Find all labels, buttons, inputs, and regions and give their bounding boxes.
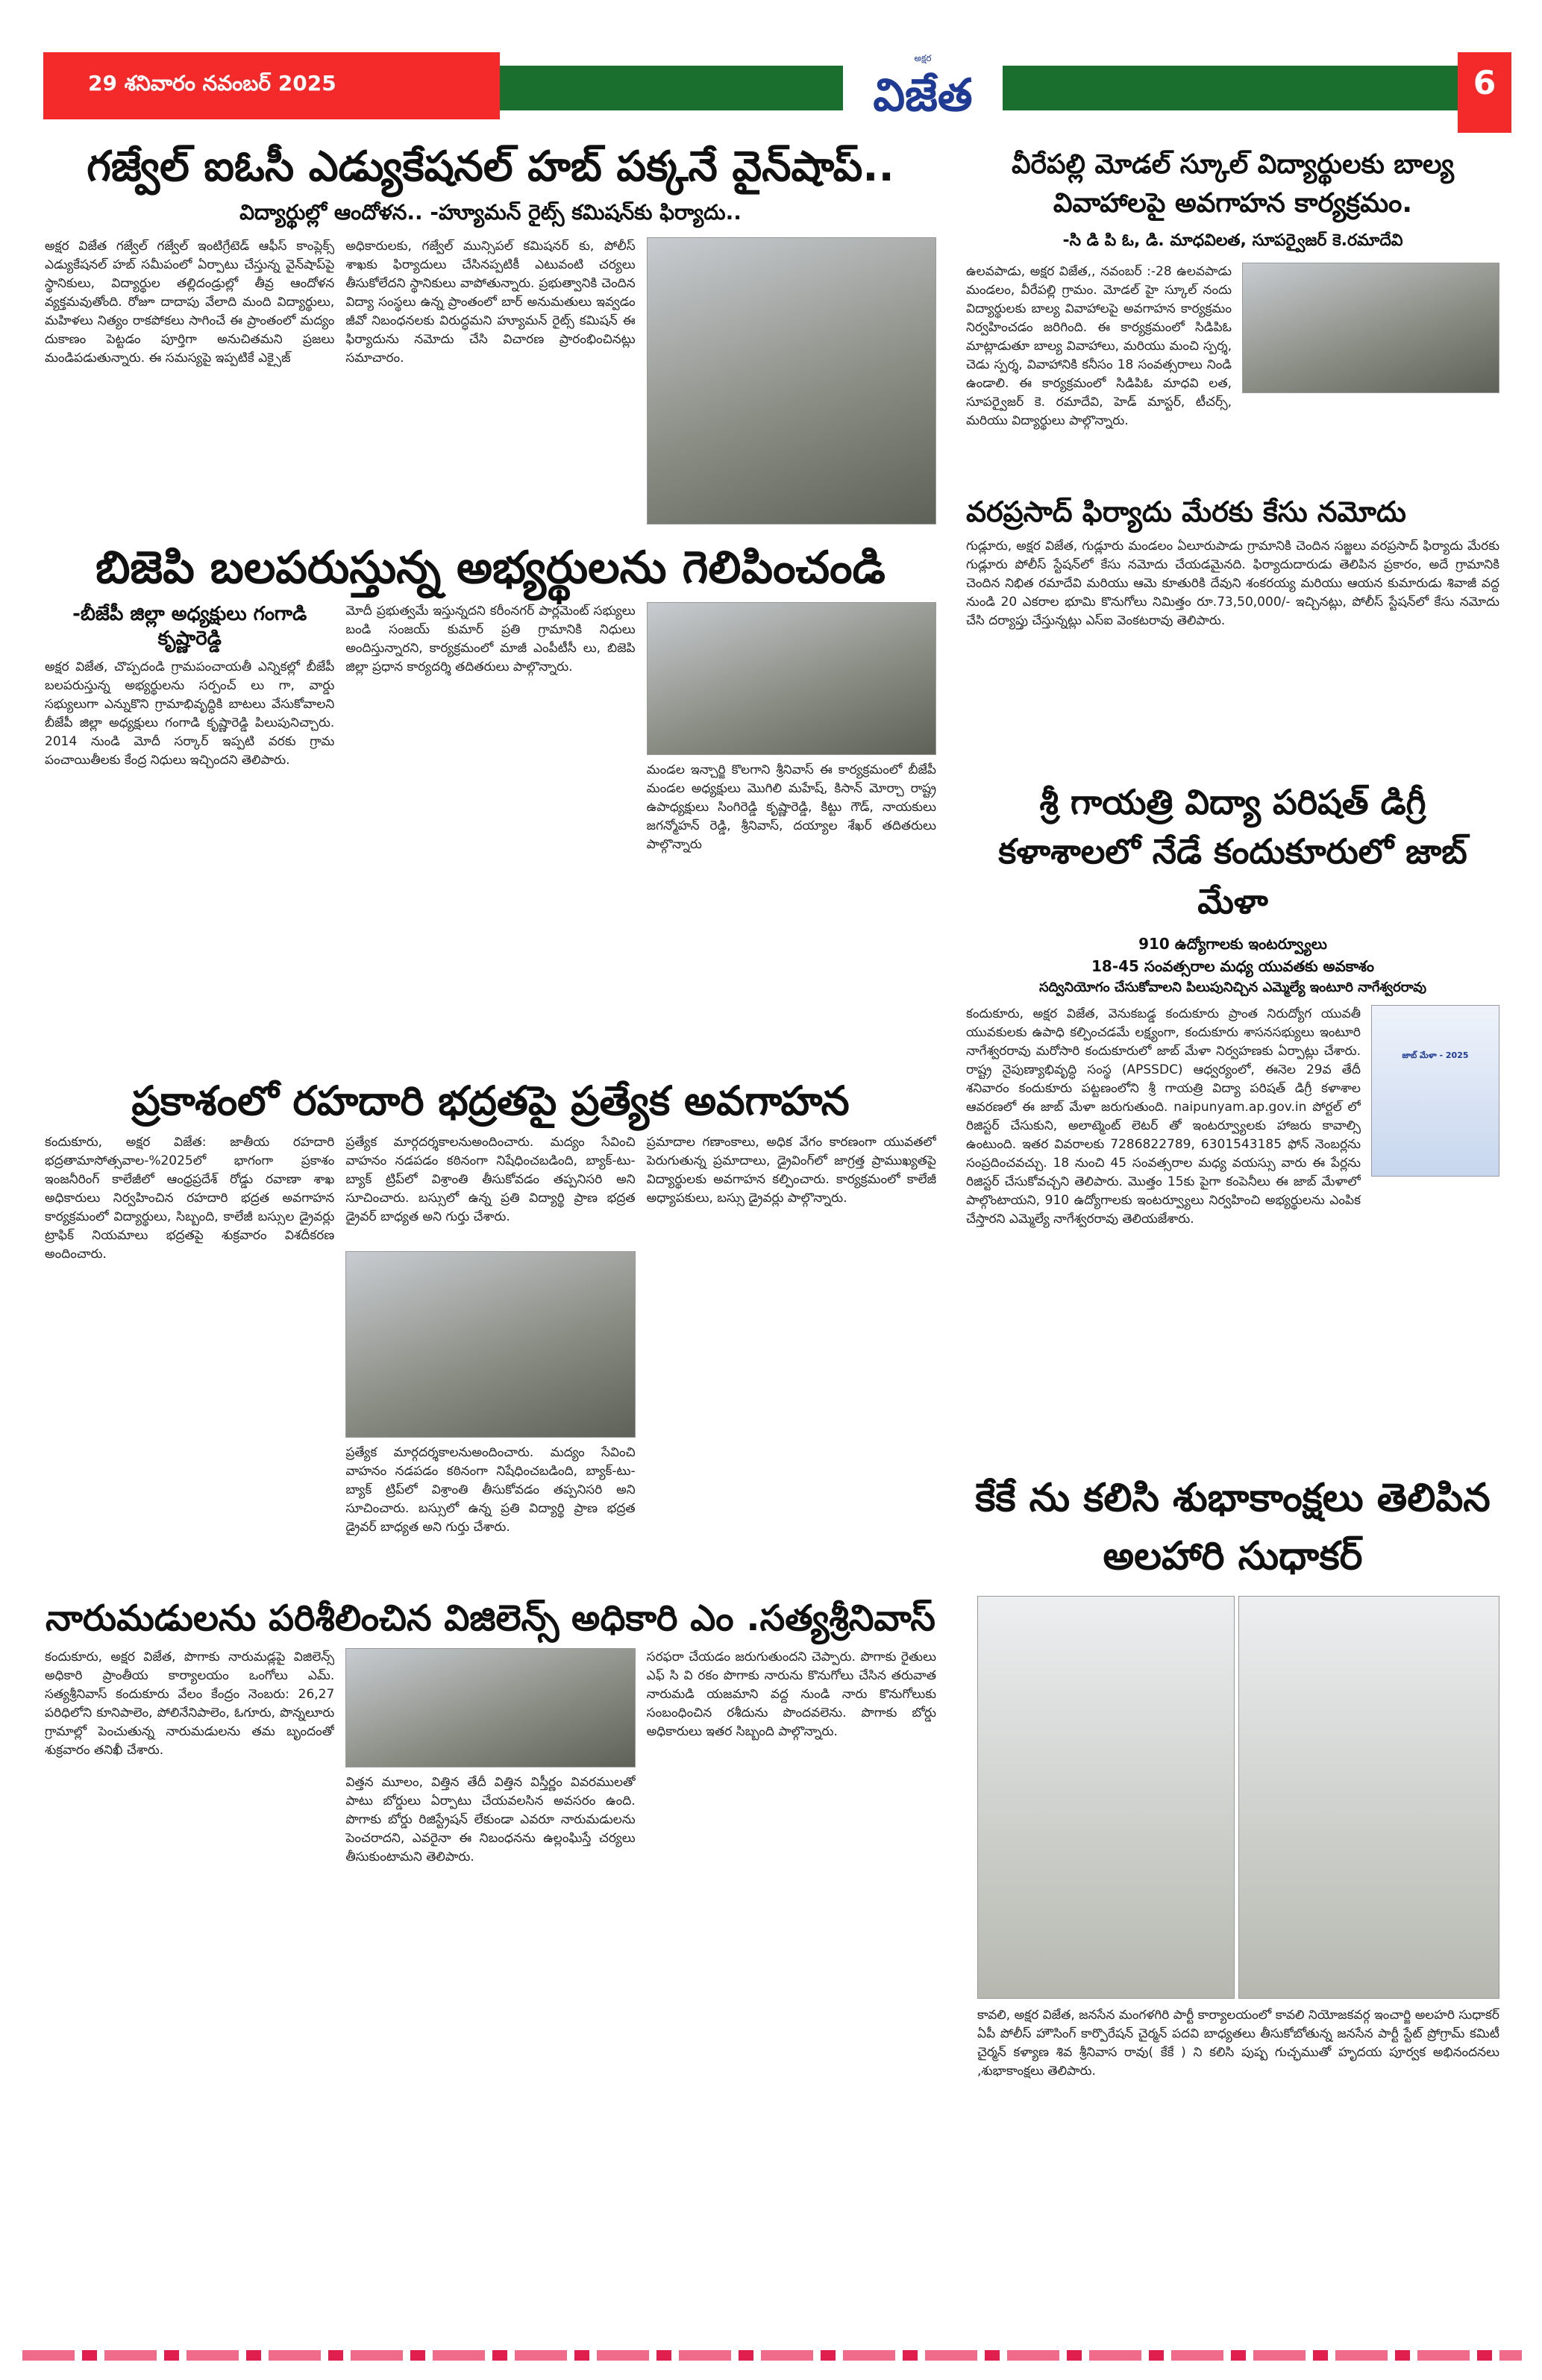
article-body: ప్రమాదాల గణాంకాలు, అధిక వేగం కారణంగా యువతలో పెరుగుతున్న ప్రమాదాలు, డ్రైవింగ్‌లో జాగ్రత్త ప్రాముఖ్యతపై విద్యార్థులకు అవగాహన కల్పించారు. కార్యక్రమంలో కాలేజీ అధ్యాపకులు, బస్సు డ్రైవర్లు పాల్గొన్నారు. — [646, 1134, 936, 1206]
article-job-mela — [966, 777, 1499, 1453]
headline-vigilance: నారుమడులను పరిశీలించిన విజిలెన్స్ అధికారి ఎం .సత్యశ్రీనివాస్ — [46, 1597, 935, 1639]
article-photo — [647, 237, 936, 524]
job-mela-subhead: 910 ఉద్యోగాలకు ఇంటర్వ్యూలు — [1138, 934, 1327, 953]
article-body: ప్రత్యేక మార్గదర్శకాలనుఅందించారు. మద్యం సేవించి వాహనం నడపడం కఠినంగా నిషేధించబడింది, బ్యాక్-టు-బ్యాక్ ట్రిప్‌లో విశ్రాంతి తీసుకోవడం తప్పనిసరి అని సూచించారు. బస్సులో ఉన్న ప్రతి విద్యార్థి ప్రాణ భద్రత డ్రైవర్ బాధ్యత అని గుర్తు చేశారు. — [345, 1134, 636, 1224]
article-photo — [647, 602, 936, 755]
headline-child-marriage: వీరేపల్లి మోడల్ స్కూల్ విద్యార్థులకు బాల్య వివాహాలపై అవగాహన కార్యక్రమం. — [1011, 149, 1454, 219]
job-mela-subhead: సద్వినియోగం చేసుకోవాలని పిలుపునిచ్చిన ఎమ్మెల్యే ఇంటూరి నాగేశ్వరరావు — [1038, 979, 1427, 995]
article-body: కందుకూరు, అక్షర విజేత, పొగాకు నారుమడ్లపై విజిలెన్స్ అధికారి ప్రాంతీయ కార్యాలయం ఒంగోలు ఎమ్. సత్యశ్రీనివాస్ కందుకూరు వేలం కేంద్రం నెంబరు: 26,27 పరిధిలోని కూనిపాలెం, పోలినేనిపాలెం, ఓగూరు, పొన్నలూరు గ్రామాల్లో పెంచుతున్న నారుమడులను తమ బృందంతో శుక్రవారం తనిఖీ చేశారు. — [45, 1649, 335, 1758]
headline-bjp: బిజెపి బలపరుస్తున్న అభ్యర్థులను గెలిపించండి — [95, 541, 886, 594]
job-mela-poster — [1371, 1005, 1499, 1177]
headline-wineshop: గజ్వేల్ ఐఓసీ ఎడ్యుకేషనల్ హబ్ పక్కనే వైన్‌షాప్.. — [87, 143, 894, 191]
green-band-right — [1003, 66, 1458, 110]
subhead-child-marriage: -సి డి పి ఓ, డి. మాధవిలత, సూపర్వైజర్ కె.రమాదేవి — [1062, 231, 1403, 251]
article-alahari — [966, 1469, 1499, 2118]
subhead-bjp: -బీజేపీ జిల్లా అధ్యక్షులు గంగాడి కృష్ణారెడ్డి — [72, 602, 307, 651]
masthead — [0, 0, 1542, 134]
article-body: గుడ్లూరు, అక్షర విజేత, గుడ్లూరు మండలం ఏలూరుపాడు గ్రామానికి చెందిన సజ్జలు వరప్రసాద్ ఫిర్యాదు మేరకు గుడ్లూరు పోలీస్ స్టేషన్‌లో కేసు నమోదు చేయడమైనది. ఫిర్యాదుదారుడు తెలిపిన ప్రకారం, అదే గ్రామానికి చెందిన నిభిత రమాదేవి మరియు ఆమె కూతురికి దేవుని శంకరయ్య మరియు ఆయన కుమారుడు శివాజీ వద్ద నుండి 20 ఎకరాల భూమి కొనుగోలు నిమిత్తం రూ.73,50,000/- ఇచ్చినట్లు, పోలీస్ స్టేషన్‌లో కేసు నమోదు చేసి దర్యాప్తు చేస్తున్నట్లు ఎస్ఐ వెంకటరావు తెలిపారు. — [966, 538, 1499, 628]
article-body: కందుకూరు, అక్షర విజేత, వెనుకబడ్డ కందుకూరు ప్రాంత నిరుద్యోగ యువతీ యువకులకు ఉపాధి కల్పించడమే లక్ష్యంగా, కందుకూరు శాసనసభ్యులు ఇంటూరి నాగేశ్వరరావు మరోసారి కందుకూరులో జాబ్ మేళా నిర్వహణకు ఏర్పాట్లు చేశారు. రాష్ట్ర నైపుణ్యాభివృద్ధి సంస్థ (APSSDC) ఆధ్వర్యంలో, ఈనెల 29వ తేదీ శనివారం కందుకూరు పట్టణంలోని శ్రీ గాయత్రి విద్యా పరిషత్ డిగ్రీ కళాశాల ఆవరణలో ఈ జాబ్ మేళా జరుగుతుంది. naipunyam.ap.gov.in పోర్టల్ లో రిజిస్టర్ చేసుకుని, అలాట్మెంట్ లెటర్ తో ఇంటర్వ్యూలకు హాజరు కావాల్సి ఉంటుంది. ఇతర వివరాలకు 7286822789, 6301543185 ఫోన్ నెంబర్లను సంప్రదించవచ్చు. 18 నుంచి 45 సంవత్సరాల మధ్య వయస్సు వారు ఈ పేర్లను రిజిస్టర్ చేసుకోవచ్చని తెలిపారు. మొత్తం 15కు పైగా కంపెనీలు ఈ జాబ్ మేళాలో పాల్గొంటాయని, 910 ఉద్యోగాలకు ఇంటర్వ్యూలు నిర్వహించి అభ్యర్థులను ఎంపిక చేస్తారని ఎమ్మెల్యే నాగేశ్వరరావు తెలియజేశారు. — [966, 1006, 1361, 1227]
article-body: అక్షర విజేత, చొప్పదండి గ్రామపంచాయతీ ఎన్నికల్లో బీజేపీ బలపరుస్తున్న అభ్యర్థులను సర్పంచ్ లు గా, వార్డు సభ్యులుగా ఎన్నుకొని గ్రామాభివృద్ధికి బాటలు వేసుకోవాలని బీజేపీ జిల్లా అధ్యక్షులు గంగాడి కృష్ణారెడ్డి పిలుపునిచ్చారు. 2014 నుండి మోదీ సర్కార్ ఇప్పటి వరకు గ్రామ పంచాయితీలకు కేంద్ర నిధులు ఇచ్చిందని తెలిపారు. — [45, 660, 335, 768]
article-child-marriage — [966, 145, 1499, 479]
date-text: 29 శనివారం నవంబర్ 2025 — [88, 71, 336, 95]
page-number: 6 — [1473, 64, 1496, 102]
article-body: విత్తన మూలం, విత్తిన తేదీ విత్తిన విస్తీర్ణం వివరములతో పాటు బోర్డులు ఏర్పాటు చేయవలసిన అవసరం ఉంది. పొగాకు బోర్డు రిజిస్ట్రేషన్ లేకుండా ఎవరూ నారుమడులను పెంచరాదని, ఎవరైనా ఈ నిబంధనను ఉల్లంఘిస్తే చర్యలు తీసుకుంటామని తెలిపారు. — [345, 1774, 636, 1864]
article-vigilance — [45, 1597, 936, 2114]
headline-case-filed: వరప్రసాద్ ఫిర్యాదు మేరకు కేసు నమోదు — [966, 495, 1406, 528]
article-bjp — [45, 541, 936, 1062]
article-photo — [345, 1648, 635, 1767]
article-case-filed — [966, 495, 1499, 761]
footer-decor-bar — [22, 2350, 1522, 2361]
subhead-wineshop: విద్యార్థుల్లో ఆందోళన.. -హ్యూమన్ రైట్స్ కమిషన్‌కు ఫిర్యాదు.. — [239, 200, 742, 225]
job-mela-subhead: 18-45 సంవత్సరాల మధ్య యువతకు అవకాశం — [1091, 956, 1374, 975]
headline-job-mela: శ్రీ గాయత్రి విద్యా పరిషత్ డిగ్రీ కళాశాలలో నేడే కందుకూరులో జాబ్ మేళా — [998, 781, 1467, 921]
headline-road-safety: ప్రకాశంలో రహదారి భద్రతపై ప్రత్యేక అవగాహన — [131, 1077, 850, 1125]
photo-caption: కావలి, అక్షర విజేత, జనసేన మంగళగిరి పార్టీ కార్యాలయంలో కావలి నియోజకవర్గ ఇంచార్జి అలహరి సుధాకర్ ఏపీ పోలీస్ హౌసింగ్ కార్పొరేషన్ చైర్మన్ పదవి బాధ్యతలు తీసుకోబోతున్న జనసేన పార్టీ స్టేట్ ప్రోగ్రామ్ కమిటీ చైర్మన్ కళ్యాణ శివ శ్రీనివాస రావు( కేకే ) ని కలిసి పుష్ప గుచ్ఛముతో హృదయ పూర్వక అభినందనలు ,శుభాకాంక్షలు తెలిపారు. — [977, 2008, 1499, 2079]
logo-prefix: అక్షర — [914, 53, 932, 63]
date-banner — [43, 52, 500, 119]
article-body: మండల ఇన్చార్జి కొలగాని శ్రీనివాస్ ఈ కార్యక్రమంలో బీజేపీ మండల అధ్యక్షులు మొగిలి మహేష్, కిసాన్ మోర్చా రాష్ట్ర ఉపాధ్యక్షులు సింగిరెడ్డి కృష్ణారెడ్డి, కిట్టు గౌడ్, నాయకులు జగన్మోహన్ రెడ్డి, శ్రీనివాస్, దయ్యాల శేఖర్ తదితరులు పాల్గొన్నారు — [646, 762, 936, 852]
article-photo — [1238, 1596, 1499, 1999]
article-body: మోదీ ప్రభుత్వమే ఇస్తున్నదని కరీంనగర్ పార్లమెంట్ సభ్యులు బండి సంజయ్ కుమార్ ప్రతి గ్రామానికి నిధులు అందిస్తున్నారని, కార్యక్రమంలో మాజీ ఎంపీటీసీ లు, బిజెపి జిల్లా ప్రధాన కార్యదర్శి తదితరులు పాల్గొన్నారు. — [345, 603, 636, 674]
article-wineshop — [45, 142, 936, 524]
right-column — [966, 145, 1499, 2118]
headline-alahari: కేకే ను కలిసి శుభాకాంక్షలు తెలిపిన అలహారి సుధాకర్ — [975, 1476, 1491, 1579]
paper-logo — [843, 45, 1003, 133]
article-body: అధికారులకు, గజ్వేల్ మున్సిపల్ కమిషనర్ కు, పోలీస్ శాఖకు ఫిర్యాదులు చేసినప్పటికీ ఎటువంటి చర్యలు తీసుకోలేదని స్థానికులు వాపోతున్నారు. ప్రభుత్వానికి చెందిన విద్యా సంస్థలు ఉన్న ప్రాంతంలో బార్ అనుమతులు ఇవ్వడం జీవో నిబంధనలకు విరుద్ధమని హ్యూమన్ రైట్స్ కమిషన్ ఈ ఫిర్యాదును నమోదు చేసి విచారణ ప్రారంభించినట్లు సమాచారం. — [345, 238, 636, 366]
logo-title: విజేత — [873, 69, 973, 122]
article-road-safety — [45, 1077, 936, 1581]
article-photo — [345, 1251, 635, 1438]
article-body: ప్రత్యేక మార్గదర్శకాలనుఅందించారు. మద్యం సేవించి వాహనం నడపడం కఠినంగా నిషేధించబడింది, బ్యాక్-టు-బ్యాక్ ట్రిప్‌లో విశ్రాంతి తీసుకోవడం తప్పనిసరి అని సూచించారు. బస్సులో ఉన్న ప్రతి విద్యార్థి ప్రాణ భద్రత డ్రైవర్ బాధ్యత అని గుర్తు చేశారు. — [345, 1444, 636, 1535]
article-body: అక్షర విజేత గజ్వేల్ గజ్వేల్ ఇంటిగ్రేటెడ్ ఆఫీస్ కాంప్లెక్స్ ఎడ్యుకేషనల్ హబ్ సమీపంలో ఏర్పాటు చేస్తున్న వైన్‌షాప్‌పై స్థానికులు, విద్యార్థుల తల్లిదండ్రుల్లో తీవ్ర ఆందోళన వ్యక్తమవుతోంది. రోజూ దాదాపు వేలాది మంది విద్యార్థులు, మహిళలు నిత్యం రాకపోకలు సాగించే ఈ ప్రాంతంలో మద్యం దుకాణం పెట్టడం పూర్తిగా అనుచితమని ప్రజలు మండిపడుతున్నారు. ఈ సమస్యపై ఇప్పటికే ఎక్సైజ్ — [45, 238, 335, 366]
left-column — [45, 142, 936, 2131]
article-body: ఉలవపాడు, అక్షర విజేత,, నవంబర్ :-28 ఉలవపాడు మండలం, వీరేపల్లి గ్రామం. మోడల్ హై స్కూల్ నందు విద్యార్థులకు బాల్య వివాహాలపై అవగాహన కార్యక్రమం నిర్వహించడం జరిగింది. ఈ కార్యక్రమంలో సిడిపిఓ మాట్లాడుతూ బాల్య వివాహాలు, మరియు మంచి స్పర్శ, చెడు స్పర్శ, వివాహానికి కనీసం 18 సంవత్సరాలు నిండి ఉండాలి. ఈ కార్యక్రమంలో సిడిపిఓ మాధవి లత, సూపర్వైజర్ కె. రమాదేవి, హెడ్ మాస్టర్, టీచర్స్, మరియు విద్యార్థులు పాల్గొన్నారు. — [966, 263, 1232, 428]
green-band-left — [500, 66, 843, 110]
article-photo — [977, 1596, 1235, 1999]
poster-title: జాబ్ మేళా - 2025 — [1402, 1050, 1469, 1061]
article-body: సరఫరా చేయడం జరుగుతుందని చెప్పారు. పొగాకు రైతులు ఎఫ్ సి వి రకం పొగాకు నారును కొనుగోలు చేసిన తరువాత నారుమడి యజమాని వద్ద నుండి నారు కొనుగోలుకు సంబంధించిన రశీదును పొందవలెను. పొగాకు బోర్డు అధికారులు ఇతర సిబ్బంది పాల్గొన్నారు. — [646, 1649, 936, 1739]
page-number-badge — [1458, 52, 1511, 133]
article-body: కందుకూరు, అక్షర విజేత: జాతీయ రహదారి భద్రతామాసోత్సవాల-%2025లో భాగంగా ప్రకాశం ఇంజనీరింగ్ కాలేజీలో ఆంధ్రప్రదేశ్ రోడ్డు రవాణా శాఖ అధికారులు నిర్వహించిన రహదారి భద్రత అవగాహన కార్యక్రమంలో విద్యార్థులు, సిబ్బంది, కాలేజీ బస్సుల డ్రైవర్లు ట్రాఫిక్ నియమాలు భద్రతపై శుక్రవారం విశదీకరణ అందించారు. — [45, 1134, 335, 1262]
article-photo — [1242, 263, 1499, 393]
